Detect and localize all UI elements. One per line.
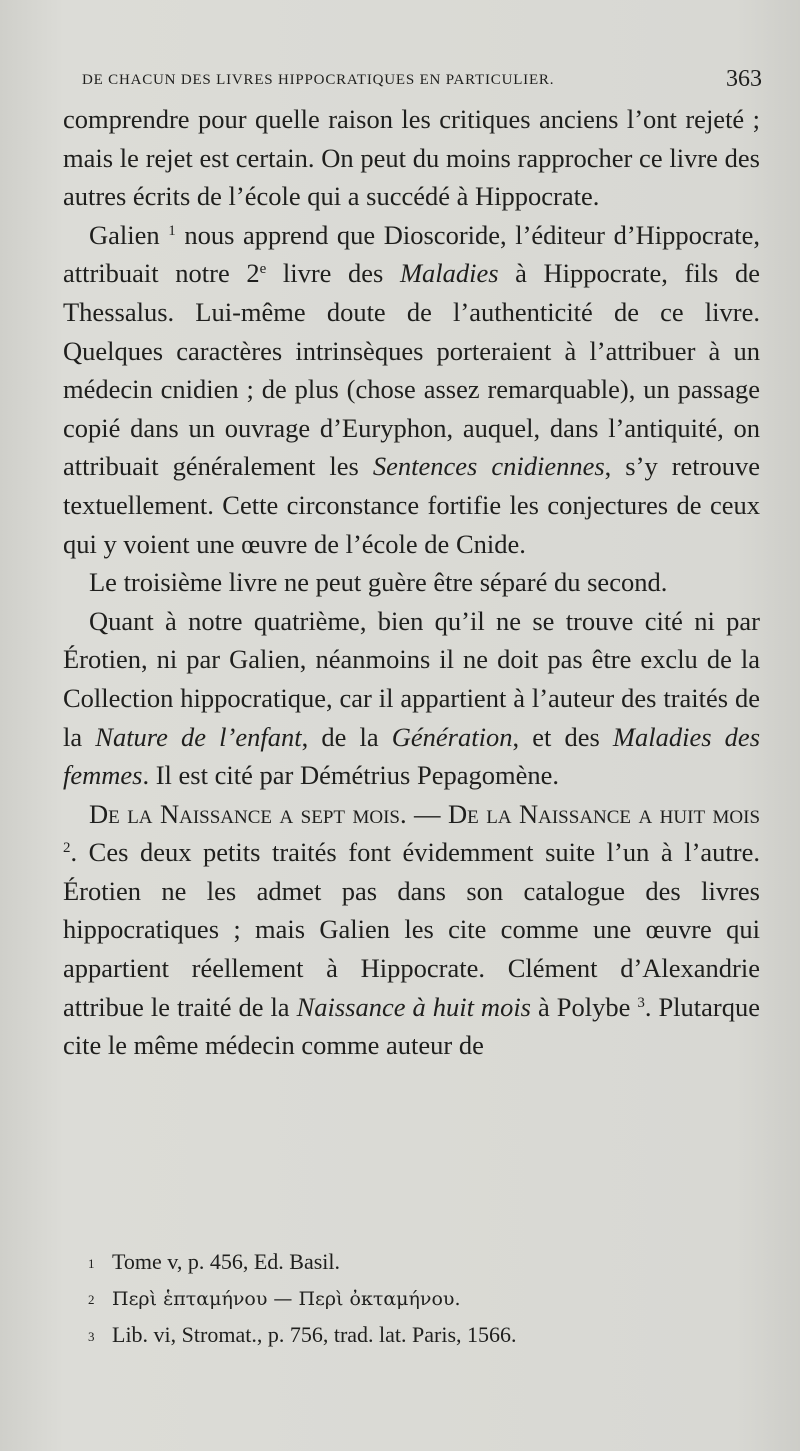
footnote-ref: 1 xyxy=(168,222,176,239)
text-run: . Il est cité par Démétrius Pepagomène. xyxy=(142,760,559,791)
footnote-ref: 2 xyxy=(63,840,71,857)
paragraph-p4 xyxy=(63,602,760,795)
footnote-text: Περὶ ἑπταμήνου — Περὶ ὀκταμήνου. xyxy=(112,1288,461,1310)
footnote-mark: 1 xyxy=(88,1256,95,1271)
footnote-1 xyxy=(88,1244,728,1280)
text-run: à Polybe xyxy=(531,991,638,1022)
footnote-2 xyxy=(88,1280,728,1317)
text-run: à Hippocrate, fils de Thessalus. Lui-même doute de l’authenticité de ce livre. Quelques caractères intrinsèques porteraient à l’attribuer à un médecin cnidien ; de plus (chose assez remarquable), un passage copié dans un ouvrage d’Euryphon, auquel, dans l’antiquité, on attribuait généralement les xyxy=(63,258,760,482)
text-run: Quant à notre quatrième, bien qu’il ne se trouve cité ni par Érotien, ni par Galien, néanmoins il ne doit pas être exclu de la Collection hippocratique, car il appartient à l’auteur des traités de la xyxy=(63,605,760,752)
footnote-ref: e xyxy=(259,261,267,278)
footnote-text: Lib. vi, Stromat., p. 756, trad. lat. Paris, 1566. xyxy=(112,1322,517,1347)
footnote-3 xyxy=(88,1317,728,1353)
text-run: comprendre pour quelle raison les critiques anciens l’ont rejeté ; mais le rejet est certain. On peut du moins rapprocher ce livre des autres écrits de l’école qui a succédé à Hippocrate. xyxy=(63,104,760,212)
footnote-text: Tome v, p. 456, Ed. Basil. xyxy=(112,1249,341,1274)
text-run: . Plutarque cite le même médecin comme auteur de xyxy=(63,991,760,1061)
body-text xyxy=(63,100,760,1065)
page-header xyxy=(82,66,762,96)
paragraph-p5 xyxy=(63,795,760,1065)
text-run: Galien xyxy=(89,219,169,250)
italic-title: Naissance à huit mois xyxy=(296,991,531,1022)
footnote-mark: 3 xyxy=(88,1329,95,1344)
section-heading: De la Naissance a sept mois. xyxy=(89,798,407,829)
text-run: , de la xyxy=(301,721,392,752)
text-run: , et des xyxy=(512,721,613,752)
running-title: DE CHACUN DES LIVRES HIPPOCRATIQUES EN PARTICULIER. xyxy=(82,72,555,88)
footnote-ref: 3 xyxy=(637,994,645,1011)
text-run: , s’y retrouve textuellement. Cette circonstance fortifie les conjectures de ceux qui y voient une œuvre de l’école de Cnide. xyxy=(63,451,760,559)
text-run: — xyxy=(406,798,449,829)
paragraph-p2 xyxy=(63,216,760,563)
italic-title: Sentences cnidiennes xyxy=(372,451,605,482)
text-run: . Ces deux petits traités font évidemment suite l’un à l’autre. Érotien ne les admet pas dans son catalogue des livres hippocratiques ; mais Galien les cite comme une œuvre qui appartient réellement à Hippocrate. Clément d’Alexandrie attribue le traité de la xyxy=(63,837,760,1022)
text-run: livre des xyxy=(266,258,400,289)
italic-title: Maladies des femmes xyxy=(63,721,761,791)
footnote-mark: 2 xyxy=(88,1292,95,1307)
footnotes xyxy=(88,1244,728,1353)
italic-title: Génération xyxy=(391,721,513,752)
text-run: nous apprend que Dioscoride, l’éditeur d’Hippocrate, attribuait notre 2 xyxy=(63,219,760,289)
paragraph-p1 xyxy=(63,100,760,216)
italic-title: Nature de l’enfant xyxy=(95,721,302,752)
text-run: Le troisième livre ne peut guère être séparé du second. xyxy=(89,567,668,598)
italic-title: Maladies xyxy=(399,258,499,289)
section-heading: De la Naissance a huit mois xyxy=(448,798,761,829)
page-number: 363 xyxy=(726,66,762,92)
paragraph-p3 xyxy=(63,563,760,602)
